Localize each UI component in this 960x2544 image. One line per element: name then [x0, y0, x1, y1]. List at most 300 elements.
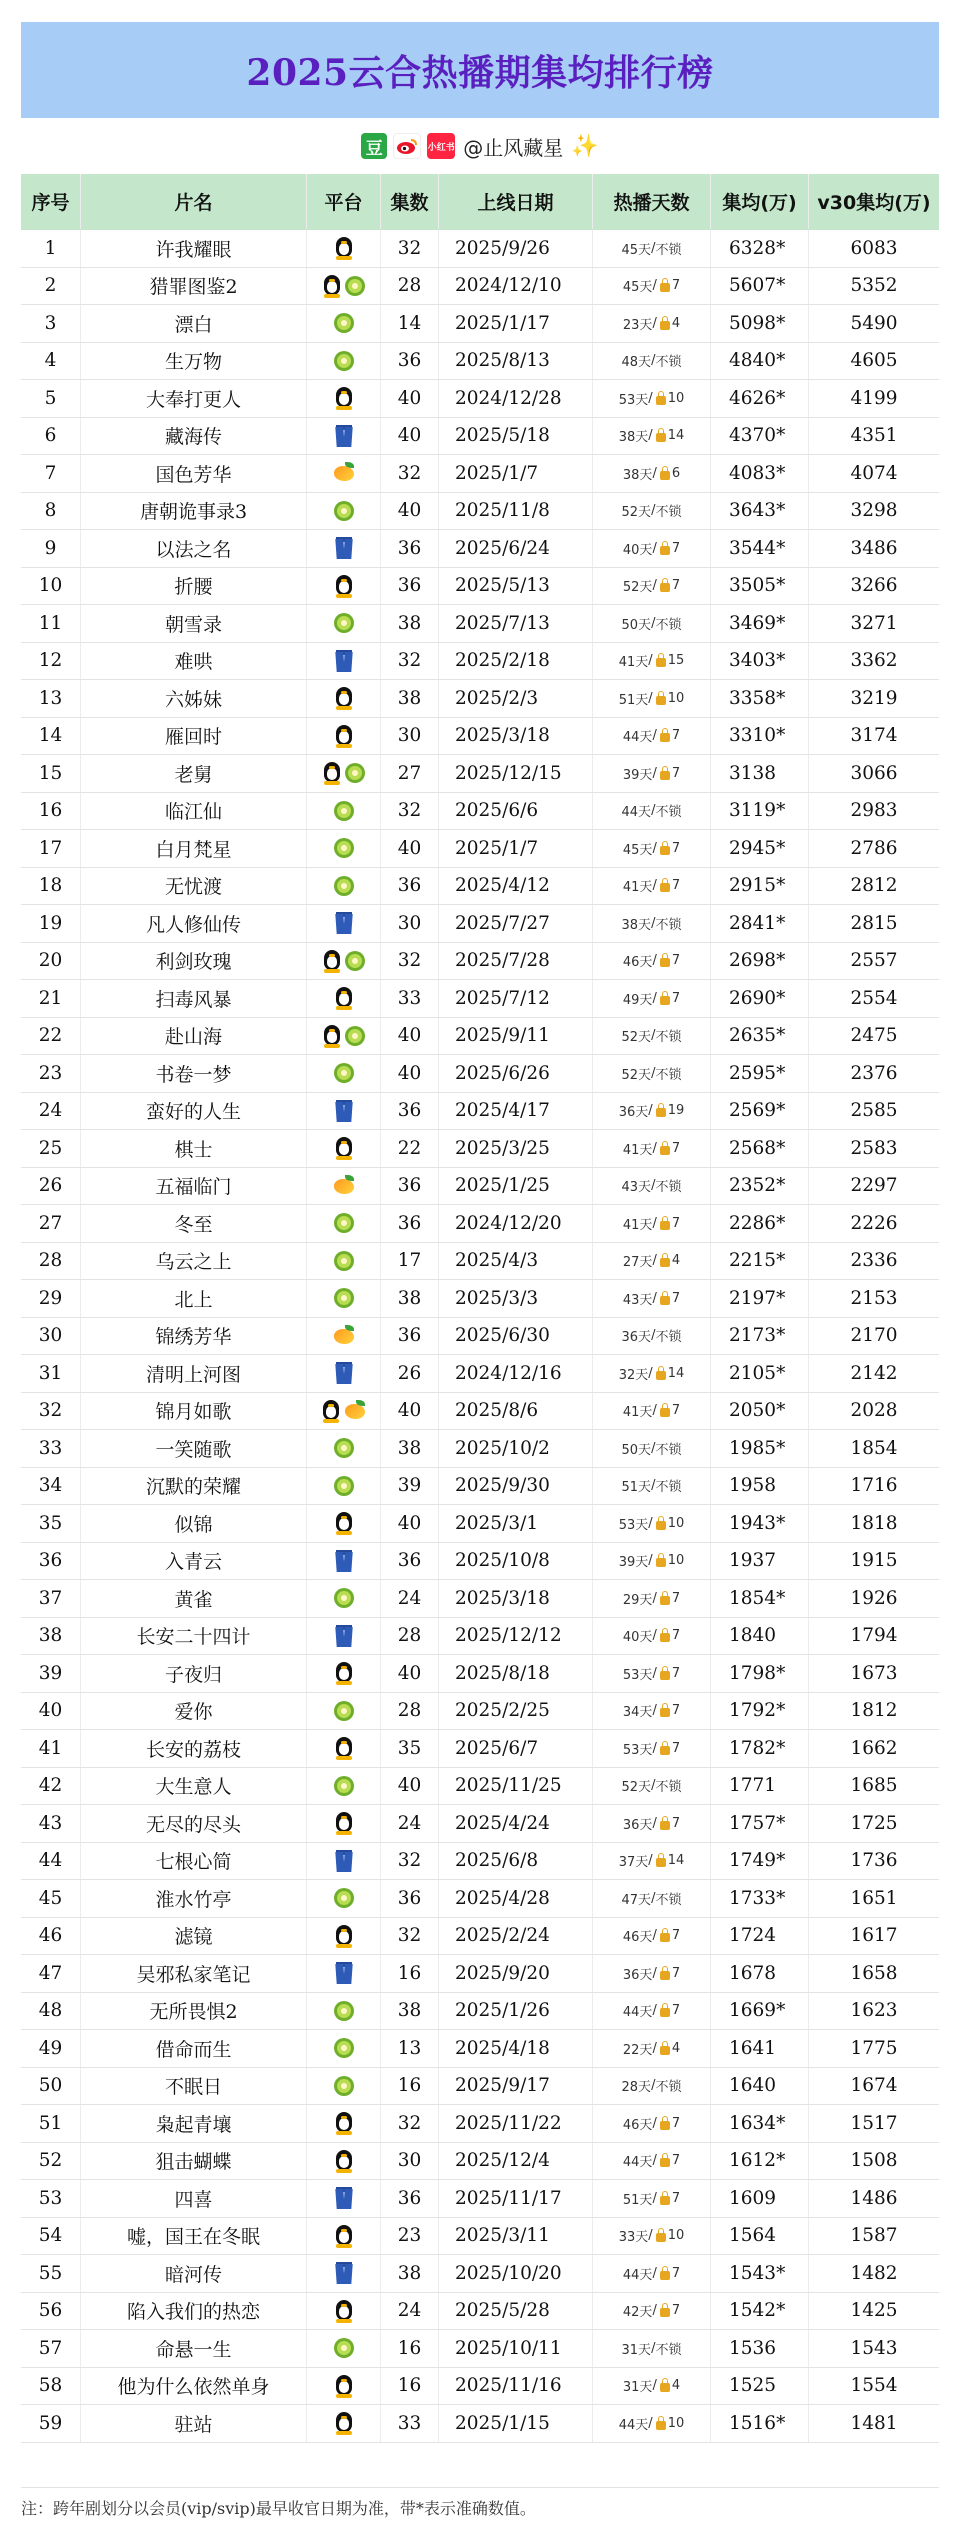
lock-icon [660, 1258, 670, 1267]
avg-cell: 2568* [711, 1130, 809, 1167]
title-cell: 许我耀眼 [81, 230, 307, 267]
tencent-penguin-icon [334, 2223, 354, 2249]
rank-cell: 6 [21, 418, 81, 455]
tencent-penguin-icon [334, 723, 354, 749]
lock-icon [660, 2383, 670, 2392]
lock-value: 不锁 [655, 805, 682, 821]
table-row [21, 2030, 939, 2068]
lock-value: 4 [671, 1253, 681, 1269]
platform-cell [307, 2405, 381, 2442]
platform-cell [307, 1280, 381, 1317]
days-cell: 45天 / 7 [593, 268, 711, 305]
title-cell: 无所畏惧2 [81, 1993, 307, 2030]
episodes-cell: 35 [381, 1730, 439, 1767]
table-row [21, 2293, 939, 2331]
lock-value: 7 [671, 728, 681, 744]
table-row [21, 1730, 939, 1768]
avg-cell: 1516* [711, 2405, 809, 2442]
lock-value: 不锁 [655, 1330, 682, 1346]
rank-cell: 56 [21, 2293, 81, 2330]
avg-cell: 5098* [711, 305, 809, 342]
lock-icon [660, 1708, 670, 1717]
date-cell: 2025/10/20 [439, 2255, 593, 2292]
table-row [21, 1205, 939, 1243]
title-cell: 命悬一生 [81, 2330, 307, 2367]
days-cell: 48天 / 不锁 [593, 343, 711, 380]
days-cell: 44天 / 7 [593, 2255, 711, 2292]
table-row [21, 1505, 939, 1543]
days-cell: 50天 / 不锁 [593, 605, 711, 642]
episodes-cell: 30 [381, 718, 439, 755]
v30-cell: 1716 [850, 1475, 898, 1497]
v30-cell: 2297 [850, 1175, 898, 1197]
platform-cell [307, 943, 381, 980]
date-cell: 2025/11/22 [439, 2105, 593, 2142]
v30-cell: 3066 [850, 762, 898, 784]
date-cell: 2025/8/13 [439, 343, 593, 380]
iqiyi-kiwi-icon [333, 2335, 355, 2361]
title-cell: 猎罪图鉴2 [81, 268, 307, 305]
v30-cell: 3266 [850, 575, 898, 597]
days-cell: 41天 / 7 [593, 1393, 711, 1430]
days-cell: 37天 / 14 [593, 1843, 711, 1880]
title-cell: 难哄 [81, 643, 307, 680]
episodes-cell: 38 [381, 2255, 439, 2292]
table-row [21, 2105, 939, 2143]
table-row [21, 643, 939, 681]
rank-cell: 41 [21, 1730, 81, 1767]
title-cell: 以法之名 [81, 530, 307, 567]
days-cell: 47天 / 不锁 [593, 1880, 711, 1917]
days-value: 44天 [618, 2417, 649, 2433]
date-cell: 2024/12/16 [439, 1355, 593, 1392]
avg-cell: 1609 [711, 2180, 809, 2217]
avg-cell: 4083* [711, 455, 809, 492]
days-value: 38天 [618, 430, 649, 446]
platform-cell [307, 493, 381, 530]
date-cell: 2025/10/8 [439, 1543, 593, 1580]
rank-cell: 55 [21, 2255, 81, 2292]
lock-icon [660, 1933, 670, 1942]
title-cell: 凡人修仙传 [81, 905, 307, 942]
date-cell: 2025/5/18 [439, 418, 593, 455]
iqiyi-kiwi-icon [333, 1435, 355, 1461]
table-row [21, 718, 939, 756]
days-value: 52天 [621, 1067, 652, 1083]
avg-cell: 1542* [711, 2293, 809, 2330]
days-cell: 36天 / 不锁 [593, 1318, 711, 1355]
v30-cell: 1425 [850, 2300, 898, 2322]
platform-cell [307, 1130, 381, 1167]
avg-cell: 2915* [711, 868, 809, 905]
rank-cell: 51 [21, 2105, 81, 2142]
lock-icon [660, 321, 670, 330]
episodes-cell: 40 [381, 1505, 439, 1542]
days-value: 36天 [622, 1817, 653, 1833]
v30-cell: 1482 [850, 2262, 898, 2284]
days-cell: 52天 / 不锁 [593, 1018, 711, 1055]
lock-icon [660, 2308, 670, 2317]
days-value: 39天 [618, 1555, 649, 1571]
table-row [21, 1543, 939, 1581]
title-cell: 一笑随歌 [81, 1430, 307, 1467]
days-cell: 39天 / 7 [593, 755, 711, 792]
episodes-cell: 16 [381, 2068, 439, 2105]
page-title: 2025云合热播期集均排行榜 [246, 51, 714, 94]
days-value: 44天 [622, 2155, 653, 2171]
lock-value: 7 [671, 1665, 681, 1681]
platform-cell [307, 530, 381, 567]
days-value: 40天 [622, 1630, 653, 1646]
avg-cell: 4626* [711, 380, 809, 417]
v30-cell: 1554 [850, 2375, 898, 2397]
v30-cell: 1926 [850, 1587, 898, 1609]
v30-cell: 1854 [850, 1437, 898, 1459]
days-value: 44天 [622, 2005, 653, 2021]
ranking-table [21, 174, 939, 2443]
rank-cell: 17 [21, 830, 81, 867]
platform-cell [307, 1655, 381, 1692]
days-cell: 50天 / 不锁 [593, 1430, 711, 1467]
title-cell: 清明上河图 [81, 1355, 307, 1392]
lock-icon [660, 2196, 670, 2205]
rank-cell: 30 [21, 1318, 81, 1355]
table-row [21, 2368, 939, 2406]
table-row [21, 1693, 939, 1731]
episodes-cell: 16 [381, 2368, 439, 2405]
episodes-cell: 40 [381, 1018, 439, 1055]
rank-cell: 16 [21, 793, 81, 830]
iqiyi-kiwi-icon [333, 1473, 355, 1499]
lock-value: 14 [667, 1853, 685, 1869]
v30-cell: 3298 [850, 500, 898, 522]
rank-cell: 31 [21, 1355, 81, 1392]
title-cell: 雁回时 [81, 718, 307, 755]
v30-cell: 2376 [850, 1062, 898, 1084]
table-row [21, 230, 939, 268]
table-row [21, 1018, 939, 1056]
days-cell: 40天 / 7 [593, 1618, 711, 1655]
avg-cell: 1937 [711, 1543, 809, 1580]
youku-jeans-icon [334, 1960, 354, 1986]
v30-cell: 2153 [850, 1287, 898, 1309]
days-value: 23天 [622, 317, 653, 333]
date-cell: 2025/9/30 [439, 1468, 593, 1505]
iqiyi-kiwi-icon [333, 1698, 355, 1724]
platform-cell [307, 2368, 381, 2405]
table-row [21, 2255, 939, 2293]
table-row [21, 1468, 939, 1506]
avg-cell: 3643* [711, 493, 809, 530]
platform-cell [307, 2330, 381, 2367]
header-name: 片名 [81, 174, 307, 229]
tencent-penguin-icon [322, 1023, 342, 1049]
platform-cell [307, 418, 381, 455]
rank-cell: 43 [21, 1805, 81, 1842]
tencent-penguin-icon [334, 1923, 354, 1949]
days-value: 28天 [621, 2080, 652, 2096]
title-banner [21, 22, 939, 118]
tencent-penguin-icon [322, 760, 342, 786]
rank-cell: 37 [21, 1580, 81, 1617]
date-cell: 2025/11/25 [439, 1768, 593, 1805]
days-cell: 28天 / 不锁 [593, 2068, 711, 2105]
tencent-penguin-icon [334, 2110, 354, 2136]
avg-cell: 1782* [711, 1730, 809, 1767]
episodes-cell: 36 [381, 568, 439, 605]
date-cell: 2025/6/8 [439, 1843, 593, 1880]
v30-cell: 2583 [850, 1137, 898, 1159]
date-cell: 2025/2/18 [439, 643, 593, 680]
v30-cell: 1486 [850, 2187, 898, 2209]
avg-cell: 1798* [711, 1655, 809, 1692]
days-cell: 33天 / 10 [593, 2218, 711, 2255]
days-cell: 34天 / 7 [593, 1693, 711, 1730]
lock-value: 7 [671, 2003, 681, 2019]
episodes-cell: 36 [381, 1093, 439, 1130]
date-cell: 2025/9/11 [439, 1018, 593, 1055]
v30-cell: 3174 [850, 725, 898, 747]
header-index: 序号 [21, 174, 81, 229]
tencent-penguin-icon [334, 385, 354, 411]
days-value: 53天 [622, 1667, 653, 1683]
days-cell: 52天 / 不锁 [593, 493, 711, 530]
avg-cell: 3403* [711, 643, 809, 680]
tencent-penguin-icon [334, 1660, 354, 1686]
platform-cell [307, 1205, 381, 1242]
rank-cell: 39 [21, 1655, 81, 1692]
episodes-cell: 30 [381, 2143, 439, 2180]
date-cell: 2025/1/7 [439, 455, 593, 492]
platform-cell [307, 643, 381, 680]
date-cell: 2025/6/30 [439, 1318, 593, 1355]
rank-cell: 5 [21, 380, 81, 417]
author-row [0, 128, 960, 164]
table-row [21, 830, 939, 868]
title-cell: 蛮好的人生 [81, 1093, 307, 1130]
rank-cell: 22 [21, 1018, 81, 1055]
title-cell: 大奉打更人 [81, 380, 307, 417]
lock-icon [656, 2233, 666, 2242]
lock-icon [660, 2008, 670, 2017]
v30-cell: 1623 [850, 2000, 898, 2022]
avg-cell: 1678 [711, 1955, 809, 1992]
table-row [21, 1805, 939, 1843]
date-cell: 2025/4/17 [439, 1093, 593, 1130]
tencent-penguin-icon [334, 2298, 354, 2324]
date-cell: 2025/1/7 [439, 830, 593, 867]
avg-cell: 1792* [711, 1693, 809, 1730]
iqiyi-kiwi-icon [333, 610, 355, 636]
tencent-penguin-icon [334, 685, 354, 711]
title-cell: 暗河传 [81, 2255, 307, 2292]
table-row [21, 1993, 939, 2031]
youku-jeans-icon [334, 535, 354, 561]
rank-cell: 27 [21, 1205, 81, 1242]
days-cell: 41天 / 15 [593, 643, 711, 680]
avg-cell: 2173* [711, 1318, 809, 1355]
table-row [21, 380, 939, 418]
days-cell: 51天 / 10 [593, 680, 711, 717]
iqiyi-kiwi-icon [333, 1285, 355, 1311]
title-cell: 六姊妹 [81, 680, 307, 717]
avg-cell: 5607* [711, 268, 809, 305]
title-cell: 漂白 [81, 305, 307, 342]
lock-icon [660, 733, 670, 742]
rank-cell: 33 [21, 1430, 81, 1467]
lock-value: 7 [671, 2265, 681, 2281]
platform-cell [307, 268, 381, 305]
episodes-cell: 36 [381, 1880, 439, 1917]
rank-cell: 52 [21, 2143, 81, 2180]
avg-cell: 1669* [711, 1993, 809, 2030]
rank-cell: 20 [21, 943, 81, 980]
days-value: 34天 [622, 1705, 653, 1721]
title-cell: 书卷一梦 [81, 1055, 307, 1092]
days-cell: 38天 / 6 [593, 455, 711, 492]
lock-icon [656, 1858, 666, 1867]
rank-cell: 8 [21, 493, 81, 530]
youku-jeans-icon [334, 1548, 354, 1574]
date-cell: 2025/4/24 [439, 1805, 593, 1842]
table-row [21, 1280, 939, 1318]
platform-cell [307, 905, 381, 942]
days-cell: 51天 / 不锁 [593, 1468, 711, 1505]
episodes-cell: 40 [381, 1055, 439, 1092]
v30-cell: 3219 [850, 687, 898, 709]
title-cell: 七根心简 [81, 1843, 307, 1880]
days-value: 45天 [622, 842, 653, 858]
lock-value: 10 [667, 690, 685, 706]
rank-cell: 11 [21, 605, 81, 642]
days-value: 46天 [622, 1930, 653, 1946]
days-cell: 45天 / 7 [593, 830, 711, 867]
v30-cell: 2475 [850, 1025, 898, 1047]
episodes-cell: 28 [381, 1618, 439, 1655]
title-cell: 北上 [81, 1280, 307, 1317]
days-cell: 51天 / 7 [593, 2180, 711, 2217]
lock-value: 10 [667, 2228, 685, 2244]
lock-icon [660, 1221, 670, 1230]
avg-cell: 1771 [711, 1768, 809, 1805]
avg-cell: 3505* [711, 568, 809, 605]
iqiyi-kiwi-icon [333, 1885, 355, 1911]
date-cell: 2025/6/6 [439, 793, 593, 830]
days-value: 41天 [618, 655, 649, 671]
table-row [21, 1880, 939, 1918]
header-v30: v30集均(万) [817, 192, 931, 214]
rank-cell: 14 [21, 718, 81, 755]
table-row [21, 2068, 939, 2106]
title-cell: 无忧渡 [81, 868, 307, 905]
days-cell: 41天 / 7 [593, 1205, 711, 1242]
title-cell: 老舅 [81, 755, 307, 792]
title-cell: 乌云之上 [81, 1243, 307, 1280]
title-cell: 折腰 [81, 568, 307, 605]
days-cell: 39天 / 10 [593, 1543, 711, 1580]
days-value: 51天 [618, 692, 649, 708]
avg-cell: 2635* [711, 1018, 809, 1055]
v30-cell: 1658 [850, 1962, 898, 1984]
rank-cell: 34 [21, 1468, 81, 1505]
avg-cell: 3469* [711, 605, 809, 642]
author-handle: @止风藏星 [463, 135, 564, 160]
v30-cell: 2142 [850, 1362, 898, 1384]
avg-cell: 1640 [711, 2068, 809, 2105]
platform-cell [307, 1505, 381, 1542]
iqiyi-kiwi-icon [333, 1248, 355, 1274]
days-value: 36天 [621, 1330, 652, 1346]
youku-jeans-icon [334, 648, 354, 674]
table-row [21, 980, 939, 1018]
table-row [21, 1655, 939, 1693]
days-cell: 31天 / 4 [593, 2368, 711, 2405]
days-value: 41天 [622, 1217, 653, 1233]
days-value: 52天 [621, 505, 652, 521]
platform-cell [307, 1355, 381, 1392]
lock-value: 7 [671, 1403, 681, 1419]
date-cell: 2025/1/26 [439, 1993, 593, 2030]
lock-icon [660, 1296, 670, 1305]
rank-cell: 25 [21, 1130, 81, 1167]
v30-cell: 2815 [850, 912, 898, 934]
lock-icon [656, 658, 666, 667]
lock-value: 不锁 [655, 355, 682, 371]
rank-cell: 9 [21, 530, 81, 567]
youku-jeans-icon [334, 1360, 354, 1386]
lock-value: 4 [671, 2040, 681, 2056]
platform-cell [307, 1768, 381, 1805]
lock-value: 6 [671, 465, 681, 481]
platform-cell [307, 1730, 381, 1767]
lock-icon [660, 1146, 670, 1155]
v30-cell: 2786 [850, 837, 898, 859]
episodes-cell: 32 [381, 2105, 439, 2142]
v30-cell: 1915 [850, 1550, 898, 1572]
table-row [21, 1580, 939, 1618]
iqiyi-kiwi-icon [333, 873, 355, 899]
table-row [21, 2143, 939, 2181]
lock-icon [660, 1671, 670, 1680]
days-value: 36天 [622, 1967, 653, 1983]
episodes-cell: 24 [381, 1580, 439, 1617]
title-cell: 生万物 [81, 343, 307, 380]
rank-cell: 24 [21, 1093, 81, 1130]
lock-value: 7 [671, 1628, 681, 1644]
days-value: 41天 [622, 1405, 653, 1421]
lock-value: 14 [667, 1365, 685, 1381]
title-cell: 陷入我们的热恋 [81, 2293, 307, 2330]
date-cell: 2025/10/2 [439, 1430, 593, 1467]
days-cell: 44天 / 不锁 [593, 793, 711, 830]
episodes-cell: 40 [381, 493, 439, 530]
title-cell: 嘘，国王在冬眠 [81, 2218, 307, 2255]
platform-cell [307, 2255, 381, 2292]
avg-cell: 1612* [711, 2143, 809, 2180]
lock-value: 7 [671, 878, 681, 894]
title-cell: 他为什么依然单身 [81, 2368, 307, 2405]
header-platform: 平台 [307, 174, 381, 229]
v30-cell: 1662 [850, 1737, 898, 1759]
days-cell: 22天 / 4 [593, 2030, 711, 2067]
footnote: 注：跨年剧划分以会员(vip/svip)最早收官日期为准，带*表示准确数值。 [21, 2487, 939, 2527]
title-cell: 国色芳华 [81, 455, 307, 492]
avg-cell: 3358* [711, 680, 809, 717]
header-avg: 集均(万) [711, 174, 809, 229]
rank-cell: 48 [21, 1993, 81, 2030]
days-cell: 38天 / 14 [593, 418, 711, 455]
rank-cell: 47 [21, 1955, 81, 1992]
